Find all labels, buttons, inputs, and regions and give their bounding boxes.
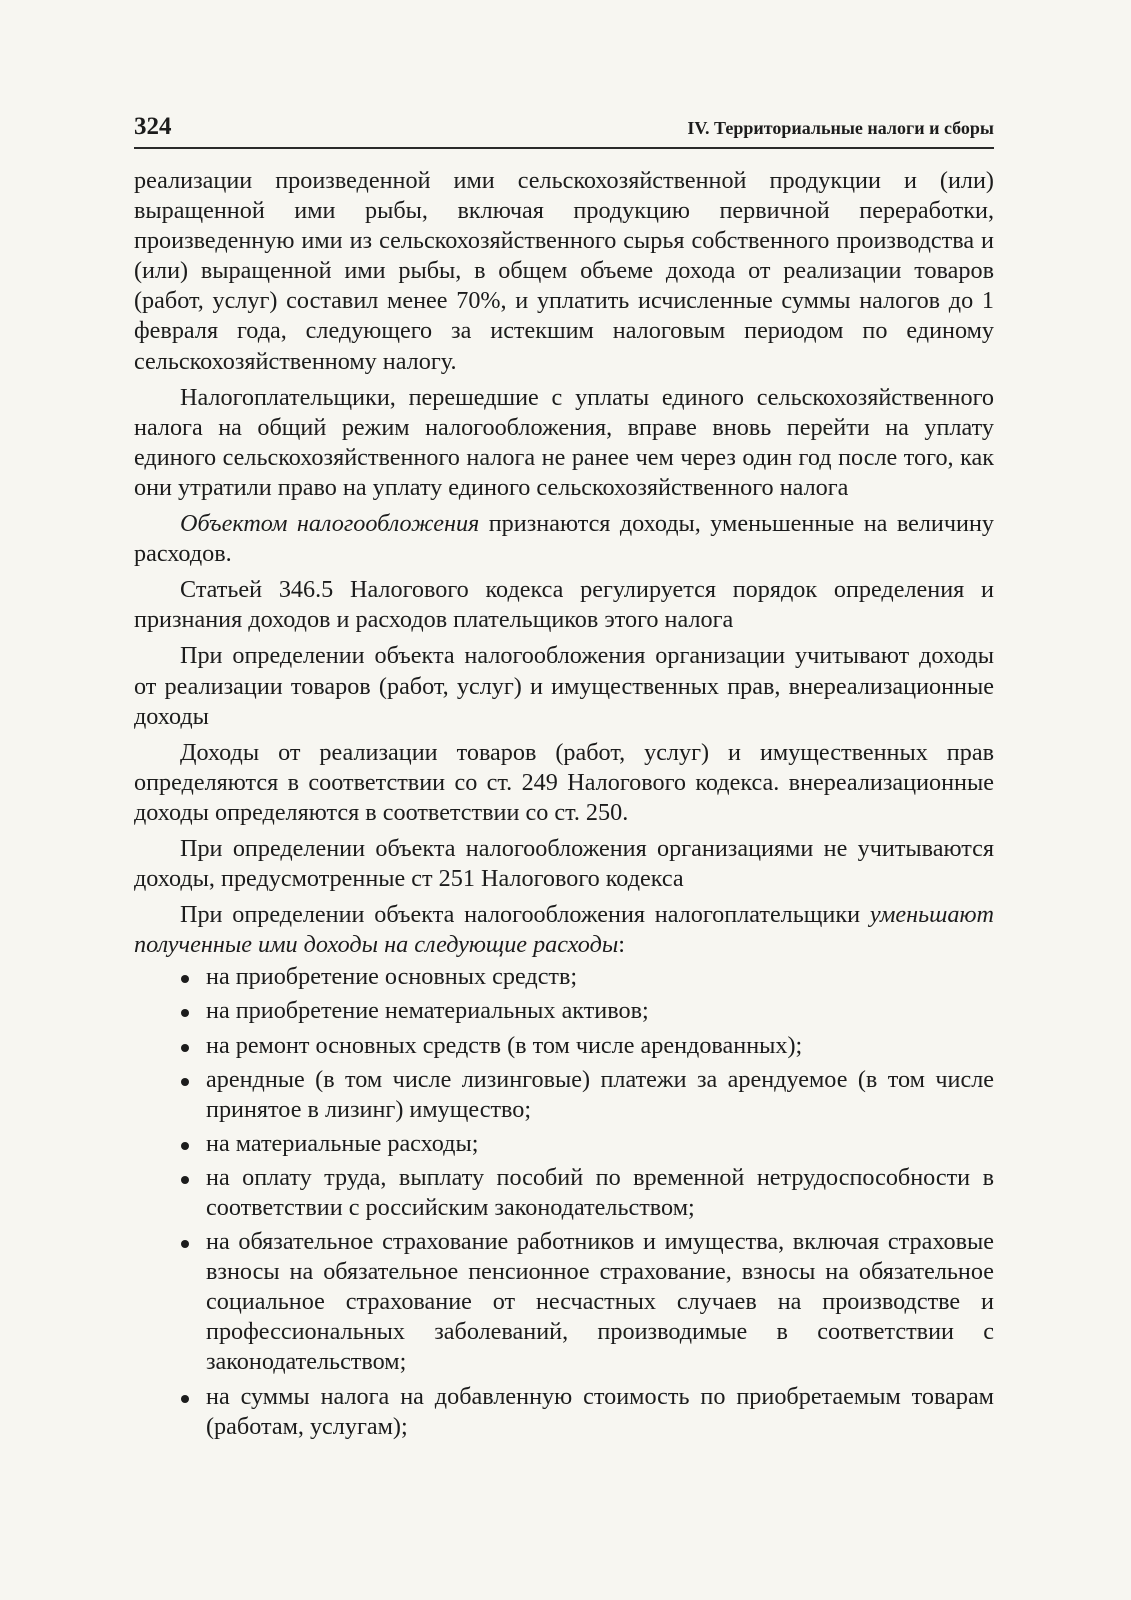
header-rule bbox=[134, 147, 994, 149]
list-item-text: на оплату труда, выплату пособий по временной нетрудоспособности в соответствии с российским законодательством; bbox=[206, 1163, 994, 1221]
list-item-text: на обязательное страхование работников и имущества, включая страховые взносы на обязательное пенсионное страхование, взносы на обязательное социальное страхование от несчастных случаев на производстве и профессиональных заболеваний, производимые в соответствии с законодательством; bbox=[206, 1228, 994, 1376]
list-item bbox=[206, 1065, 994, 1125]
list-item-text: на приобретение основных средств; bbox=[206, 963, 578, 991]
list-item-text: арендные (в том числе лизинговые) платежи за арендуемое (в том числе принятое в лизинг) имущество; bbox=[206, 1065, 994, 1123]
list-item bbox=[206, 1382, 994, 1442]
bullet-icon bbox=[181, 1044, 189, 1052]
list-item-text: на ремонт основных средств (в том числе арендованных); bbox=[206, 1031, 803, 1059]
list-item-text: на суммы налога на добавленную стоимость по приобретаемым товарам (работам, услугам); bbox=[206, 1382, 994, 1440]
list-item bbox=[206, 962, 994, 992]
list-item bbox=[206, 1227, 994, 1377]
body-text bbox=[134, 166, 994, 1446]
paragraph-income-taken-into-account: При определении объекта налогообложения организации учитывают доходы от реализации товаров (работ, услуг) и имущественных прав, внереализационные доходы bbox=[134, 642, 994, 730]
paragraph-income-determination: Доходы от реализации товаров (работ, услуг) и имущественных прав определяются в соответствии со ст. 249 Налогового кодекса. внереализационные доходы определяются в соответствии со ст. 250. bbox=[134, 738, 994, 826]
expenses-lead-in-text: При определении объекта налогообложения налогоплательщики bbox=[180, 901, 870, 929]
page-number: 324 bbox=[134, 113, 172, 140]
tax-object-definition: признаются доходы, уменьшенные на величину расходов. bbox=[134, 510, 995, 568]
paragraph-tax-object bbox=[134, 509, 994, 569]
bullet-icon bbox=[181, 1395, 189, 1403]
list-item bbox=[206, 1031, 994, 1061]
list-item-text: на приобретение нематериальных активов; bbox=[206, 997, 649, 1025]
running-head bbox=[134, 112, 994, 148]
paragraph-article-346-5: Статьей 346.5 Налогового кодекса регулируется порядок определения и признания доходов и расходов плательщиков этого налога bbox=[134, 576, 994, 634]
list-item bbox=[206, 1129, 994, 1159]
bullet-icon bbox=[181, 1240, 189, 1248]
bullet-icon bbox=[181, 1009, 189, 1017]
expenses-list bbox=[134, 962, 994, 1441]
paragraph-expenses-lead-in bbox=[134, 900, 994, 960]
term-reduce-income: уменьшают полученные ими доходы на следующие расходы bbox=[134, 901, 994, 959]
bullet-icon bbox=[181, 1176, 189, 1184]
list-item bbox=[206, 996, 994, 1026]
term-tax-object: Объектом налогообложения bbox=[180, 510, 480, 538]
list-item bbox=[206, 1163, 994, 1223]
paragraph-return-to-regime: Налогоплательщики, перешедшие с уплаты единого сельскохозяйственного налога на общий режим налогообложения, вправе вновь перейти на уплату единого сельскохозяйственного налога не ранее чем через один год после того, как они утратили право на уплату единого сельскохозяйственного налога bbox=[134, 383, 994, 501]
list-item-text: на материальные расходы; bbox=[206, 1129, 479, 1157]
paragraph-continuation: реализации произведенной ими сельскохозяйственной продукции и (или) выращенной ими рыбы, включая продукцию первичной переработки, произведенную ими из сельскохозяйственного сырья собственного производства и (или) выращенной ими рыбы, в общем объеме дохода от реализации товаров (работ, услуг) составил менее 70%, и уплатить исчисленные суммы налогов до 1 февраля года, следующего за истекшим налоговым периодом по единому сельскохозяйственному налогу. bbox=[134, 167, 994, 375]
paragraph-excluded-income: При определении объекта налогообложения организациями не учитываются доходы, предусмотренные ст 251 Налогового кодекса bbox=[134, 834, 994, 893]
bullet-icon bbox=[181, 1142, 189, 1150]
section-title: IV. Территориальные налоги и сборы bbox=[687, 118, 994, 138]
bullet-icon bbox=[181, 975, 189, 983]
bullet-icon bbox=[181, 1078, 189, 1086]
expenses-lead-in-colon: : bbox=[618, 931, 625, 959]
